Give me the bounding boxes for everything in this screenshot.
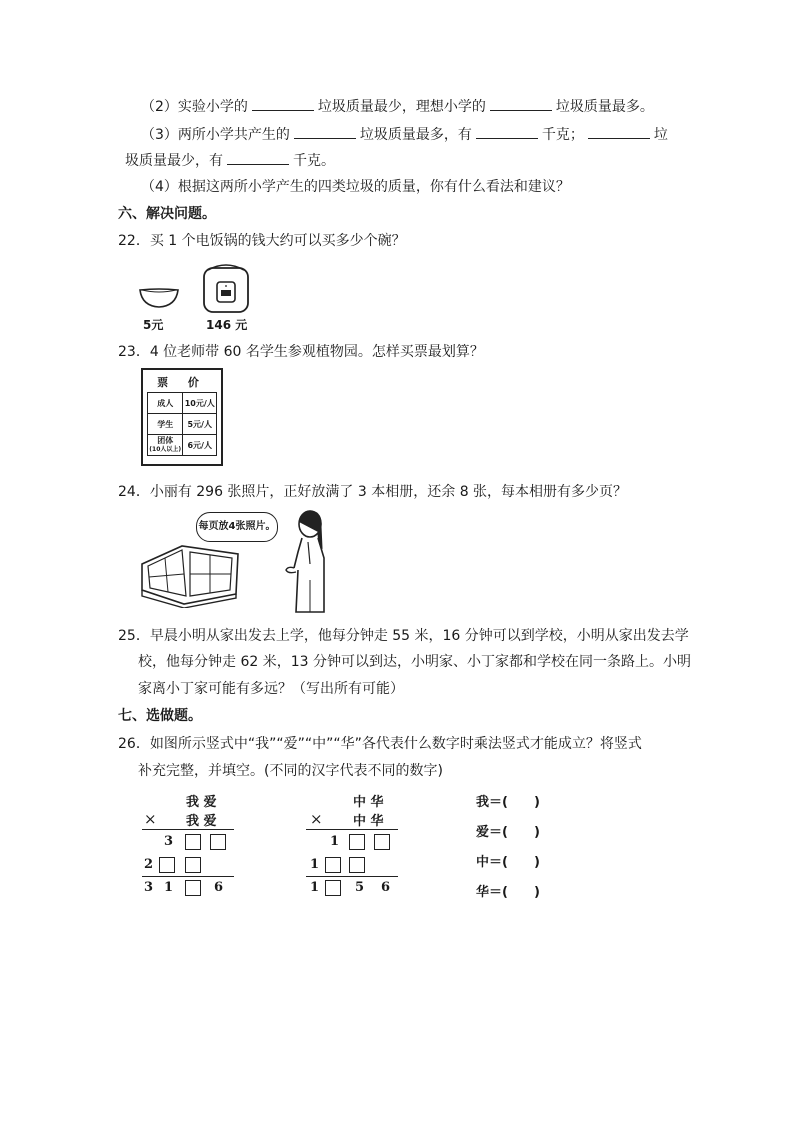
answer-ai[interactable]: 爱＝( ) [476,825,540,840]
table-row [148,435,217,456]
ticket-table [147,392,217,456]
times-sign: × [310,810,323,828]
partial-digit: 2 [144,857,154,872]
q21-part3: （3）两所小学共产生的 垃圾质量最多，有 千克； 垃 [141,124,668,145]
product-digit: 6 [381,880,391,895]
bowl-icon [136,284,182,310]
q21-part4: （4）根据这两所小学产生的四类垃圾的质量，你有什么看法和建议？ [141,179,570,195]
answer-blank[interactable] [490,96,552,111]
digit-box[interactable] [374,834,390,850]
girl-illustration-icon [278,508,334,616]
table-row [148,414,217,435]
section-heading-6: 六、解决问题。 [118,206,216,222]
table-row [148,393,217,414]
bowl-price: 5元 [143,318,164,332]
answer-zhong[interactable]: 中＝( ) [476,855,540,870]
cooker-price: 146 元 [206,318,248,332]
digit-box[interactable] [185,834,201,850]
multiplicand: 我 爱 [186,795,217,810]
section-heading-7: 七、选做题。 [118,708,202,724]
multiplier: 中 华 [353,814,384,829]
answer-wo[interactable]: 我＝( ) [476,795,540,810]
digit-box[interactable] [185,857,201,873]
product-digit: 6 [214,880,224,895]
q22-text: 22．买 1 个电饭锅的钱大约可以买多少个碗？ [118,233,406,249]
ticket-price: 10元/人 [183,393,217,414]
answer-blank[interactable] [294,124,356,139]
speech-bubble: 每页放4张照片。 [196,512,278,542]
ticket-type: 团体 (10人以上) [148,435,183,456]
multiplicand: 中 华 [353,795,384,810]
product-digit: 5 [355,880,365,895]
rice-cooker-icon [200,258,252,316]
ticket-type: 成人 [148,393,183,414]
digit-box[interactable] [210,834,226,850]
calc-rule [306,829,398,830]
partial-digit: 1 [330,834,340,849]
q26-line2: 补充完整，并填空。(不同的汉字代表不同的数字) [138,763,443,779]
answer-blank[interactable] [227,150,289,165]
ticket-price: 6元/人 [183,435,217,456]
product-digit: 3 [144,880,154,895]
answer-hua[interactable]: 华＝( ) [476,885,540,900]
calc-rule [306,876,398,877]
ticket-price-board [141,368,223,466]
answer-blank[interactable] [588,124,650,139]
q21-part3-cont: 圾质量最少，有 千克。 [125,150,335,171]
ticket-title: 票 价 [157,376,207,389]
times-sign: × [144,810,157,828]
digit-box[interactable] [325,880,341,896]
calc-rule [142,876,234,877]
answer-blank[interactable] [476,124,538,139]
ticket-type: 学生 [148,414,183,435]
photo-album-icon [138,538,242,608]
partial-digit: 1 [310,857,320,872]
digit-box[interactable] [185,880,201,896]
q24-text: 24．小丽有 296 张照片，正好放满了 3 本相册，还余 8 张，每本相册有多少页？ [118,484,628,500]
q25-line2: 校，他每分钟走 62 米，13 分钟可以到达，小明家、小丁家都和学校在同一条路上。小明 [138,654,691,670]
q25-line3: 家离小丁家可能有多远？（写出所有可能） [138,681,404,697]
ticket-price: 5元/人 [183,414,217,435]
digit-box[interactable] [325,857,341,873]
calc-rule [142,829,234,830]
product-digit: 1 [164,880,174,895]
q23-text: 23．4 位老师带 60 名学生参观植物园。怎样买票最划算？ [118,344,484,360]
digit-box[interactable] [349,857,365,873]
product-digit: 1 [310,880,320,895]
multiplier: 我 爱 [186,814,217,829]
q21-part2: （2）实验小学的 垃圾质量最少，理想小学的 垃圾质量最多。 [141,96,654,117]
q25-line1: 25．早晨小明从家出发去上学，他每分钟走 55 米，16 分钟可以到学校，小明从家出发去学 [118,628,689,644]
digit-box[interactable] [349,834,365,850]
partial-digit: 3 [164,834,174,849]
q26-line1: 26．如图所示竖式中“我”“爱”“中”“华”各代表什么数字时乘法竖式才能成立？将竖式 [118,736,642,752]
answer-blank[interactable] [252,96,314,111]
digit-box[interactable] [159,857,175,873]
